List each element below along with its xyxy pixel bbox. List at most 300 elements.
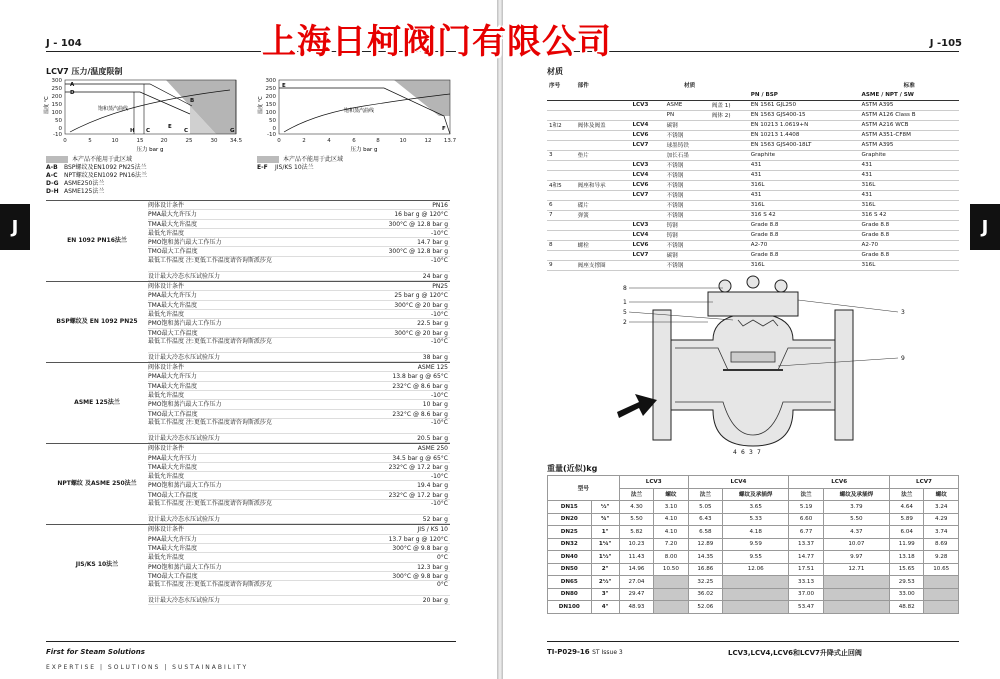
materials-cell-model	[630, 210, 664, 220]
weights-inch: 1"	[591, 526, 619, 539]
materials-cell-sub: 阀体 2)	[711, 113, 731, 119]
chart1-ytick: 50	[55, 118, 62, 124]
weights-value: 9.97	[823, 551, 889, 564]
materials-cell-no: 6	[549, 202, 553, 208]
chart2-xtick: 12	[424, 138, 432, 144]
pressure-row-value: 300°C @ 12.8 bar g	[388, 220, 448, 228]
weights-value: 3.79	[823, 501, 889, 514]
chart2-ylabel: 温度 °C	[258, 96, 264, 114]
pressure-row-label: TMO最大工作温度	[148, 572, 198, 580]
pressure-row-label: 最低允许温度	[148, 392, 185, 400]
materials-cell-sub	[710, 160, 749, 170]
page-number-right: J -105	[929, 38, 962, 49]
materials-cell-pn: Grade 8.8	[750, 222, 779, 228]
materials-cell-pn: EN 1561 GJL250	[750, 102, 797, 108]
pressure-row	[148, 525, 450, 534]
pressure-row	[148, 410, 450, 419]
materials-cell-no: 1和2	[549, 123, 562, 129]
weights-value: 8.69	[924, 538, 959, 551]
pressure-group-name: BSP螺纹及 EN 1092 PN25	[56, 318, 138, 326]
materials-cell-part	[576, 220, 631, 230]
pressure-row	[148, 238, 450, 247]
legend-note-row	[257, 156, 343, 164]
weights-value: 6.77	[789, 526, 823, 539]
materials-cell-std: 316L	[861, 182, 876, 188]
chart1-region-label: B	[190, 98, 195, 104]
pressure-row-value: 232°C @ 17.2 bar g	[388, 491, 448, 499]
weights-dn: DN80	[548, 588, 592, 601]
weights-row	[548, 576, 959, 589]
pressure-group	[46, 200, 450, 281]
pressure-row-label: 阀体设计条件	[148, 364, 185, 372]
materials-cell-part: 阀体及阀盖	[577, 123, 606, 129]
part-label: 9	[901, 355, 905, 362]
pressure-group-name: NPT螺纹 及ASME 250法兰	[57, 480, 137, 488]
materials-cell-part	[576, 110, 631, 120]
pressure-row	[148, 363, 450, 372]
chart1-xtick: 15	[136, 138, 144, 144]
weights-group-header: LCV6	[789, 476, 890, 489]
weights-dn: DN15	[548, 501, 592, 514]
materials-cell-sub: 阀盖 1)	[711, 103, 731, 109]
legend-text: JIS/KS 10法兰	[275, 164, 314, 171]
pressure-row	[148, 563, 450, 572]
weights-inch: 3"	[591, 588, 619, 601]
legend-code: D-G	[46, 180, 59, 187]
materials-cell-sub	[710, 240, 749, 250]
materials-row	[547, 250, 959, 260]
materials-cell-part	[576, 250, 631, 260]
materials-cell-mat: 不锈钢	[666, 173, 684, 179]
materials-cell-std: Grade 8.8	[861, 252, 890, 258]
weights-value	[654, 601, 688, 614]
weights-value: 48.93	[619, 601, 653, 614]
materials-cell-pn: EN 1563 GJS400-15	[750, 112, 806, 118]
materials-cell-std: Graphite	[861, 152, 886, 158]
materials-cell-std: ASTM A216 WCB	[861, 122, 909, 128]
chart2-xtick: 13.7	[443, 138, 457, 144]
chart2-region-label: F	[442, 126, 446, 132]
pressure-row	[148, 329, 450, 338]
chart1-region-label: C	[184, 128, 189, 134]
weights-value	[924, 601, 959, 614]
weights-table	[547, 475, 959, 614]
materials-cell-sub	[710, 210, 749, 220]
company-banner: 上海日柯阀门有限公司	[262, 22, 612, 62]
bonnet	[708, 292, 798, 316]
weights-group-header: LCV3	[619, 476, 688, 489]
chart2-curve-label: 饱和蒸汽曲线	[344, 108, 375, 114]
materials-cell-sub	[710, 130, 749, 140]
pressure-row	[148, 500, 450, 515]
pressure-row	[148, 257, 450, 272]
pressure-row-value: -10°C	[431, 473, 448, 481]
materials-cell-std: Grade 8.8	[861, 232, 890, 238]
materials-row	[547, 100, 959, 110]
pressure-row-value: 14.7 bar g	[417, 239, 448, 247]
materials-cell-std: 316L	[861, 262, 876, 268]
materials-cell-std: 316 S 42	[861, 212, 887, 218]
pressure-row	[148, 272, 450, 281]
materials-cell-no: 8	[549, 242, 553, 248]
weights-value: 36.02	[688, 588, 722, 601]
weights-inch: 2½"	[591, 576, 619, 589]
pressure-row-label: 最低工作温度 注:更低工作温度请咨询斯派莎克	[148, 500, 272, 508]
materials-body	[547, 100, 959, 270]
pressure-row-label: PMA最大允许压力	[148, 292, 197, 300]
pressure-row-value: -10°C	[431, 256, 448, 264]
pressure-row-value: -10°C	[431, 337, 448, 345]
chart2-xtick: 4	[327, 138, 331, 144]
chart1-ytick: 250	[51, 86, 62, 92]
weights-value: 13.18	[890, 551, 924, 564]
legend-row	[46, 164, 147, 172]
pressure-row-value: 300°C @ 9.8 bar g	[392, 544, 448, 552]
pressure-row-label: PMO饱和蒸汽最大工作压力	[148, 401, 222, 409]
pressure-row-label: 最低允许温度	[148, 310, 185, 318]
materials-cell-std: 316L	[861, 202, 876, 208]
materials-cell-model	[630, 200, 664, 210]
pressure-row-label: 阀体设计条件	[148, 202, 185, 209]
pressure-row-label: TMO最大工作温度	[148, 410, 198, 418]
chart1-ytick: 150	[51, 102, 62, 108]
pressure-row-label: 最低工作温度 注:更低工作温度请咨询斯派莎克	[148, 337, 272, 345]
weights-value: 15.65	[890, 563, 924, 576]
pressure-row-label: TMA最大允许温度	[148, 220, 197, 228]
pressure-row-label: 阀体设计条件	[148, 283, 185, 291]
excluded-swatch	[257, 156, 279, 163]
chart2-ytick: 150	[265, 102, 276, 108]
weights-value: 14.96	[619, 563, 653, 576]
chart2-ytick: 300	[265, 78, 276, 84]
weights-value	[723, 576, 789, 589]
pressure-row	[148, 210, 450, 219]
materials-cell-no: 9	[549, 262, 553, 268]
materials-cell-no	[547, 230, 576, 240]
pressure-group-name: EN 1092 PN16法兰	[67, 237, 127, 245]
pressure-row	[148, 338, 450, 353]
weights-dn: DN32	[548, 538, 592, 551]
pressure-group-name: JIS/KS 10法兰	[75, 561, 119, 569]
pressure-row-value: 25 bar g @ 120°C	[394, 292, 448, 300]
weights-value: 4.18	[723, 526, 789, 539]
materials-cell-mat: 加长石墨	[666, 153, 689, 159]
materials-cell-model: LCV4	[632, 172, 649, 178]
materials-cell-pn: 316 S 42	[750, 212, 776, 218]
materials-cell-part: 弹簧	[577, 213, 589, 219]
weights-dn: DN100	[548, 601, 592, 614]
pressure-row	[148, 481, 450, 490]
materials-cell-part: 垫片	[577, 153, 589, 159]
weights-row	[548, 513, 959, 526]
weights-value: 53.47	[789, 601, 823, 614]
legend-note: 本产品不能用于此区域	[72, 156, 133, 163]
pressure-row-label: PMO饱和蒸汽最大工作压力	[148, 239, 222, 247]
weights-value: 10.65	[924, 563, 959, 576]
materials-cell-part: 碟片	[577, 203, 589, 209]
materials-cell-model: LCV7	[632, 252, 649, 258]
weights-value: 16.86	[688, 563, 722, 576]
weights-group-header: LCV4	[688, 476, 789, 489]
weights-sub-header: 螺纹	[924, 488, 959, 501]
pressure-group-rows	[148, 201, 450, 281]
left-page	[0, 0, 497, 679]
pressure-row-label: TMA最大允许温度	[148, 382, 197, 390]
materials-cell-no	[547, 220, 576, 230]
pressure-row-label: 最低允许温度	[148, 554, 185, 562]
materials-cell-mat: PN	[666, 112, 675, 118]
part-label: 4	[733, 449, 737, 456]
weights-inch: 4"	[591, 601, 619, 614]
weights-value: 12.06	[723, 563, 789, 576]
materials-cell-mat: 球墨铸铁	[666, 143, 689, 149]
materials-cell-model	[630, 110, 664, 120]
weights-value: 52.06	[688, 601, 722, 614]
pressure-row-value: 10 bar g	[422, 401, 448, 409]
chart1-curve-label: 饱和蒸汽曲线	[98, 106, 129, 112]
pressure-row-label: 设计最大冷态水压试验压力	[148, 516, 221, 524]
materials-row	[547, 200, 959, 210]
materials-cell-sub	[710, 180, 749, 190]
materials-cell-std: ASTM A351-CF8M	[861, 132, 911, 138]
pressure-group-rows	[148, 282, 450, 362]
pressure-row-label: TMO最大工作温度	[148, 329, 198, 337]
materials-h-sub-blank	[547, 90, 749, 100]
materials-table	[547, 80, 959, 271]
pressure-row-label: TMA最大允许温度	[148, 301, 197, 309]
materials-cell-mat: 铸钢	[666, 223, 678, 229]
materials-cell-part	[576, 170, 631, 180]
footer-tagline: First for Steam Solutions	[46, 648, 145, 656]
pressure-row-value: 38 bar g	[422, 353, 448, 361]
weights-value: 4.30	[619, 501, 653, 514]
weights-value	[723, 601, 789, 614]
chart1-region-label: D	[70, 90, 75, 96]
weights-value: 6.60	[789, 513, 823, 526]
weights-value: 3.74	[924, 526, 959, 539]
materials-cell-sub	[710, 200, 749, 210]
legend-note-row	[46, 156, 147, 164]
chart1-ytick: -10	[53, 132, 62, 138]
chart2-xtick: 10	[399, 138, 407, 144]
weights-row	[548, 601, 959, 614]
materials-cell-pn: A2-70	[750, 242, 768, 248]
weights-value	[823, 588, 889, 601]
materials-cell-model	[630, 260, 664, 270]
weights-sub-header: 螺纹	[654, 488, 688, 501]
materials-cell-std: 431	[861, 192, 873, 198]
weights-header-groups	[548, 476, 959, 489]
footer-issue: ST Issue 3	[592, 649, 623, 656]
materials-cell-std: ASTM A126 Class B	[861, 112, 916, 118]
pressure-row	[148, 372, 450, 381]
materials-cell-part	[576, 100, 631, 110]
pressure-row-value: 20.5 bar g	[417, 434, 448, 442]
materials-h-std: ASME / NPT / SW	[861, 91, 914, 98]
pressure-row-value: -10°C	[431, 310, 448, 318]
pressure-row-label: 设计最大冷态水压试验压力	[148, 434, 221, 442]
materials-row	[547, 110, 959, 120]
materials-header-top	[547, 80, 959, 90]
materials-cell-model: LCV3	[632, 162, 649, 168]
pt-chart-1	[40, 76, 245, 156]
weights-value: 13.37	[789, 538, 823, 551]
pressure-row	[148, 596, 450, 605]
chart1-ylabel: 温度 °C	[44, 96, 50, 114]
materials-cell-model: LCV3	[632, 102, 649, 108]
legend-code: D-H	[46, 188, 59, 195]
weights-value: 5.05	[688, 501, 722, 514]
pressure-row-value: 300°C @ 20 bar g	[394, 329, 448, 337]
legend-text: ASME250法兰	[64, 180, 105, 187]
materials-cell-model: LCV6	[632, 132, 649, 138]
pressure-row-value: 22.5 bar g	[417, 320, 448, 328]
materials-header-sub	[547, 90, 959, 100]
materials-title: 材质	[547, 67, 563, 76]
pressure-row-value: JIS / KS 10	[417, 526, 448, 534]
weights-value: 6.43	[688, 513, 722, 526]
flow-arrow-icon	[617, 394, 657, 418]
pressure-limits-table	[46, 200, 450, 605]
weights-row	[548, 551, 959, 564]
weights-value	[654, 576, 688, 589]
pressure-row-value: PN16	[432, 202, 448, 209]
materials-row	[547, 170, 959, 180]
materials-cell-sub	[710, 120, 749, 130]
materials-h-std-top: 标准	[903, 83, 915, 89]
pressure-group-rows	[148, 444, 450, 524]
materials-cell-mat: 碳钢	[666, 123, 678, 129]
pressure-row-label: PMA最大允许压力	[148, 454, 197, 462]
weights-value	[723, 588, 789, 601]
weights-value: 6.04	[890, 526, 924, 539]
footer-rule-right	[547, 641, 959, 642]
footer-doc: TI-P029-16	[547, 648, 590, 656]
chart1-region-label: G	[230, 128, 235, 134]
weights-group-header: LCV7	[890, 476, 959, 489]
weights-sub-header: 法兰	[688, 488, 722, 501]
chart2-xtick: 2	[302, 138, 306, 144]
bolt-head	[775, 280, 787, 292]
weights-row	[548, 526, 959, 539]
materials-cell-pn: EN 10213 1.0619+N	[750, 122, 809, 128]
weights-value: 3.65	[723, 501, 789, 514]
chart1-region-label: H	[130, 128, 135, 134]
chart2-region-label: E	[282, 83, 286, 89]
chart1-xtick: 25	[185, 138, 193, 144]
chart2-xtick: 8	[376, 138, 380, 144]
chart1-ytick: 100	[51, 110, 62, 116]
chart1-xtick: 34.5	[229, 138, 243, 144]
weights-sub-header: 法兰	[890, 488, 924, 501]
legend-text: ASME125法兰	[64, 188, 105, 195]
pressure-row-label: 最低允许温度	[148, 473, 185, 481]
pressure-group-rows	[148, 525, 450, 605]
weights-row	[548, 588, 959, 601]
weights-value: 9.55	[723, 551, 789, 564]
pressure-row-value: 232°C @ 8.6 bar g	[392, 410, 448, 418]
materials-cell-no: 4和5	[549, 183, 562, 189]
materials-cell-no	[547, 190, 576, 200]
materials-h-material: 材质	[684, 83, 696, 89]
weights-value	[654, 588, 688, 601]
weights-value: 17.51	[789, 563, 823, 576]
pressure-row	[148, 282, 450, 291]
materials-cell-no	[547, 140, 576, 150]
chart1-xtick: 0	[63, 138, 67, 144]
weights-value: 4.64	[890, 501, 924, 514]
weights-value: 4.10	[654, 526, 688, 539]
weights-value: 5.33	[723, 513, 789, 526]
materials-cell-mat: 不锈钢	[666, 263, 684, 269]
weights-dn: DN50	[548, 563, 592, 576]
weights-inch: 1½"	[591, 551, 619, 564]
weights-value: 10.50	[654, 563, 688, 576]
weights-value: 4.10	[654, 513, 688, 526]
pressure-row-value: -10°C	[431, 418, 448, 426]
materials-cell-model: LCV7	[632, 192, 649, 198]
pressure-row	[148, 581, 450, 596]
right-page	[503, 0, 1000, 679]
legend-row	[257, 164, 343, 172]
footer-strap: EXPERTISE | SOLUTIONS | SUSTAINABILITY	[46, 664, 249, 671]
materials-cell-pn: 431	[750, 172, 762, 178]
materials-cell-model: LCV6	[632, 242, 649, 248]
weights-dn: DN40	[548, 551, 592, 564]
part-label: 6	[741, 449, 745, 456]
legend-right	[257, 156, 343, 172]
pressure-row	[148, 400, 450, 409]
pressure-row	[148, 434, 450, 443]
weights-value	[823, 601, 889, 614]
pressure-row-value: 13.7 bar g @ 120°C	[388, 535, 448, 543]
materials-row	[547, 180, 959, 190]
materials-cell-model: LCV6	[632, 182, 649, 188]
weights-title: 重量(近似)kg	[547, 464, 598, 473]
weights-value: 5.50	[823, 513, 889, 526]
bolt-head	[719, 280, 731, 292]
weights-dn: DN25	[548, 526, 592, 539]
materials-cell-std: ASTM A395	[861, 102, 894, 108]
pressure-row-value: PN25	[432, 283, 448, 291]
materials-cell-no	[547, 250, 576, 260]
weights-value: 8.00	[654, 551, 688, 564]
chart2-ytick: 100	[265, 110, 276, 116]
section-title: LCV7 压力/温度限制	[46, 67, 123, 76]
part-label: 5	[623, 309, 627, 316]
materials-cell-no: 7	[549, 212, 553, 218]
weights-sub-header: 法兰	[619, 488, 653, 501]
weights-sub-header: 螺纹及承插焊	[723, 488, 789, 501]
pressure-row-label: 阀体设计条件	[148, 526, 185, 534]
materials-cell-no	[547, 170, 576, 180]
legend-code: A-B	[46, 164, 58, 171]
materials-cell-part: 螺栓	[577, 243, 589, 249]
chart1-xtick: 20	[160, 138, 168, 144]
chart2-ytick: 0	[272, 126, 276, 132]
pressure-row-value: 300°C @ 9.8 bar g	[392, 572, 448, 580]
materials-cell-pn: 431	[750, 192, 762, 198]
legend-left	[46, 156, 147, 196]
pressure-row-label: TMA最大允许温度	[148, 544, 197, 552]
pressure-row-value: 13.8 bar g @ 65°C	[392, 373, 448, 381]
weights-value: 29.47	[619, 588, 653, 601]
pt-chart-2	[254, 76, 459, 156]
legend-row	[46, 188, 147, 196]
pressure-row	[148, 444, 450, 453]
pressure-row-label: PMO饱和蒸汽最大工作压力	[148, 320, 222, 328]
pressure-row	[148, 220, 450, 229]
